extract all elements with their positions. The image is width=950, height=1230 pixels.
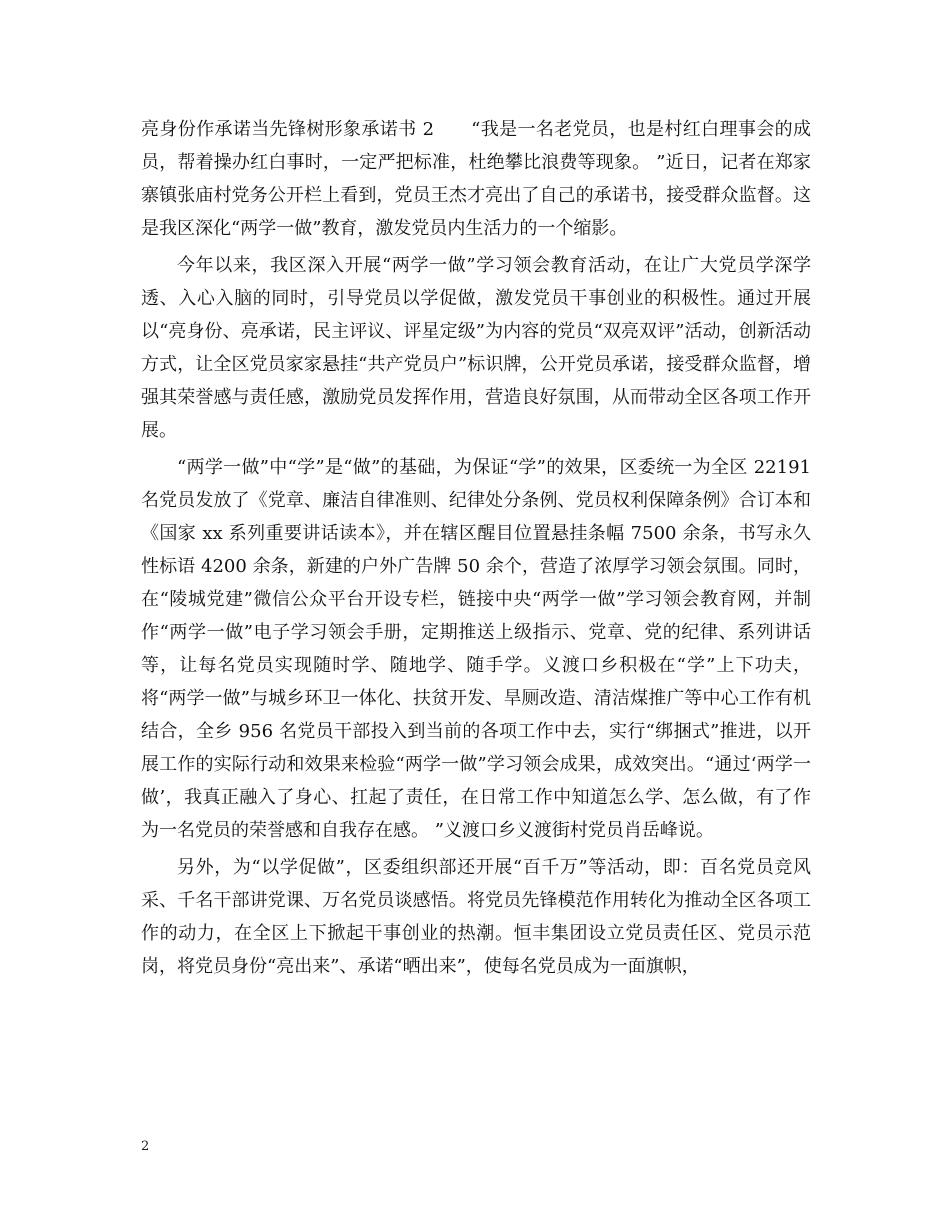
paragraph-3: “两学一做”中“学”是“做”的基础，为保证“学”的效果，区委统一为全区 22191 名党员发放了《党章、廉洁自律准则、纪律处分条例、党员权利保障条例》合订本和《国家 xx 系列重要讲话读本》，并在辖区醒目位置悬挂条幅 7500 余条，书写永久性标语 4200 余条，新建的户外广告牌 50 余个，营造了浓厚学习领会氛围。同时，在“陵城党建”微信公众平台开设专栏，链接中央“两学一做”学习领会教育网，并制作“两学一做”电子学习领会手册，定期推送上级指示、党章、党的纪律、系列讲话等，让每名党员实现随时学、随地学、随手学。义渡口乡积极在“学”上下功夫，将“两学一做”与城乡环卫一体化、扶贫开发、旱厕改造、清洁煤推广等中心工作有机结合，全乡 956 名党员干部投入到当前的各项工作中去，实行“绑捆式”推进，以开展工作的实际行动和效果来检验“两学一做”学习领会成果，成效突出。“通过‘两学一做’，我真正融入了身心、扛起了责任，在日常工作中知道怎么学、怎么做，有了作为一名党员的荣誉感和自我存在感。 ”义渡口乡义渡街村党员肖岳峰说。 <box>141 457 811 841</box>
page-number: 2 <box>141 1139 150 1154</box>
paragraph-2: 今年以来，我区深入开展“两学一做”学习领会教育活动，在让广大党员学深学透、入心入脑的同时，引导党员以学促做，激发党员干事创业的积极性。通过开展以“亮身份、亮承诺，民主评议、评星定级”为内容的党员“双亮双评”活动，创新活动方式，让全区党员家家悬挂“共产党员户”标识牌，公开党员承诺，接受群众监督，增强其荣誉感与责任感，激励党员发挥作用，营造良好氛围，从而带动全区各项工作开展。 <box>141 255 811 441</box>
paragraph-4: 另外，为“以学促做”，区委组织部还开展“百千万”等活动，即：百名党员竞风采、千名干部讲党课、万名党员谈感悟。将党员先锋模范作用转化为推动全区各项工作的动力，在全区上下掀起干事创业的热潮。恒丰集团设立党员责任区、党员示范岗，将党员身份“亮出来”、承诺“晒出来”，使每名党员成为一面旗帜， <box>141 857 811 977</box>
document-body <box>141 113 811 987</box>
paragraph-1: 亮身份作承诺当先锋树形象承诺书 2 “我是一名老党员，也是村红白理事会的成员，帮着操办红白事时，一定严把标准，杜绝攀比浪费等现象。 ”近日，记者在郑家寨镇张庙村党务公开栏上看到，党员王杰才亮出了自己的承诺书，接受群众监督。这是我区深化“两学一做”教育，激发党员内生活力的一个缩影。 <box>141 119 811 239</box>
